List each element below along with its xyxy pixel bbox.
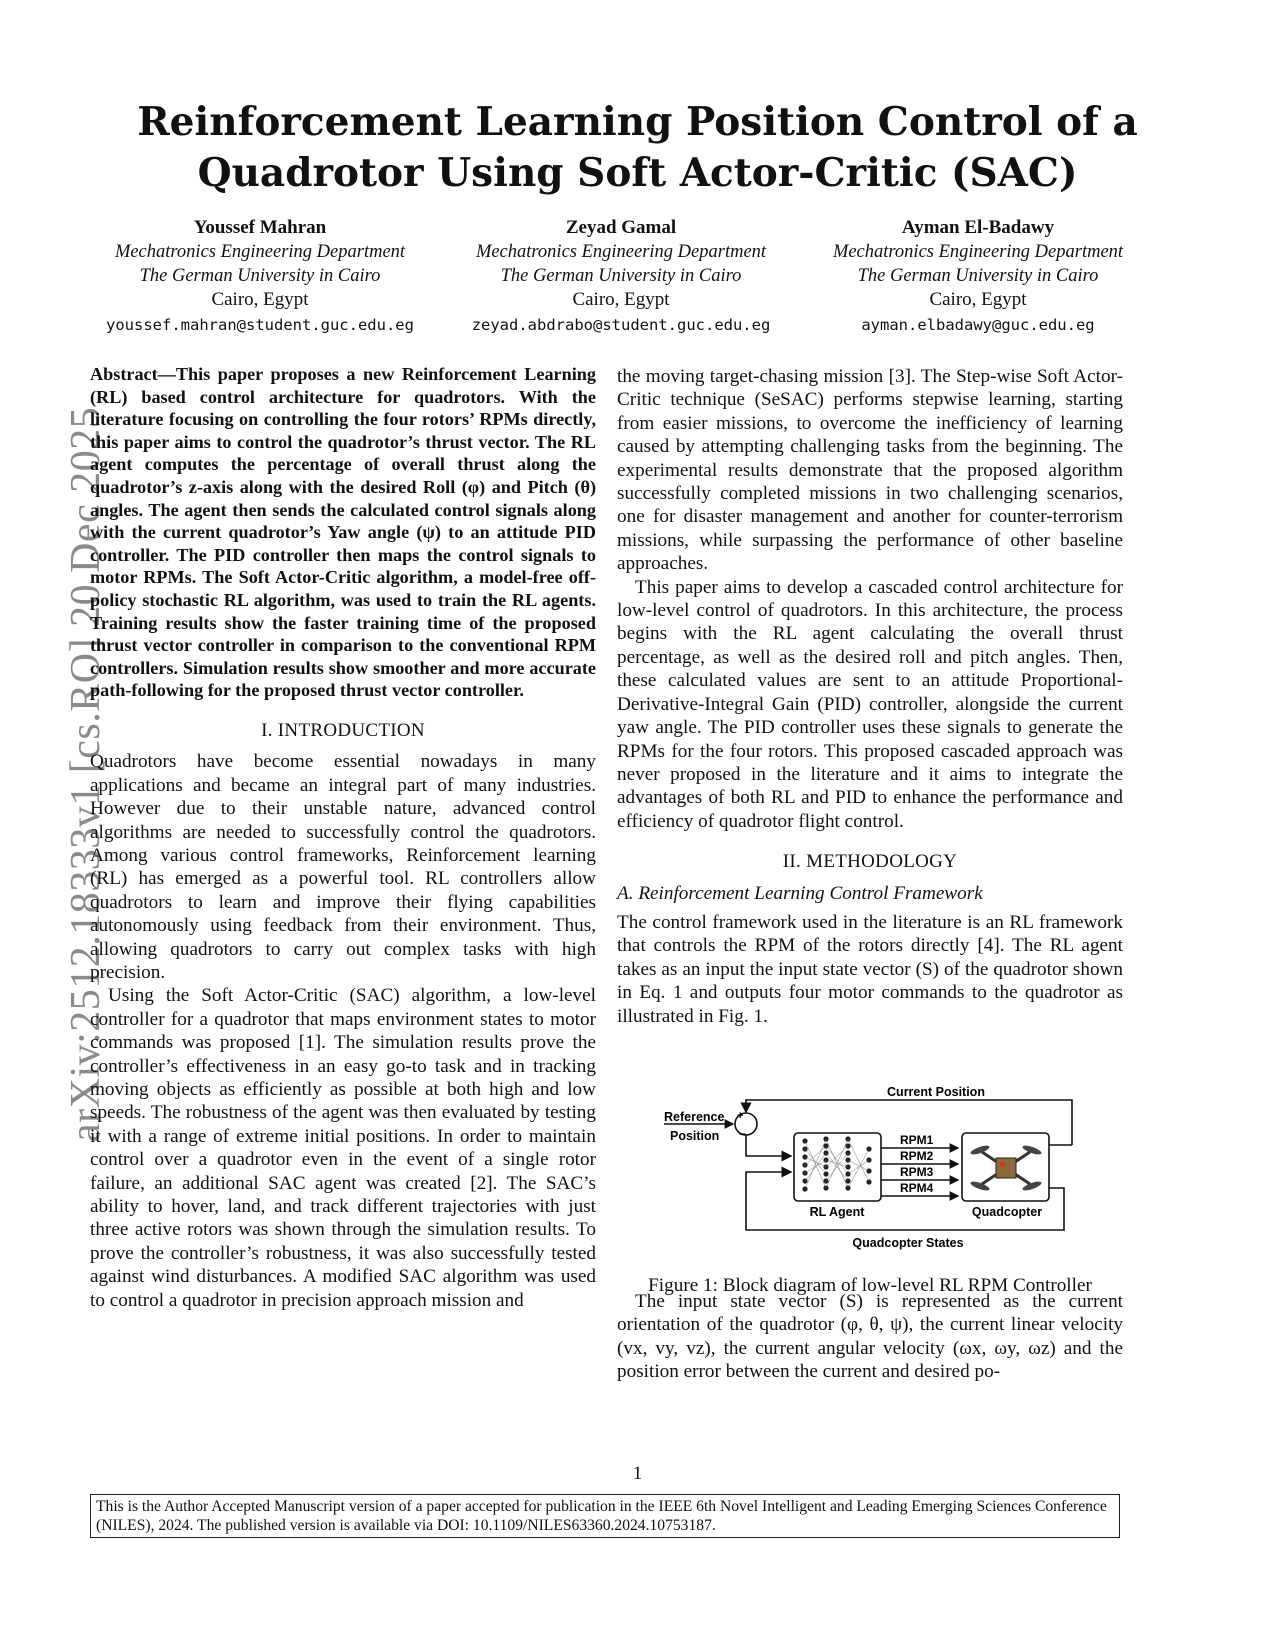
rpm1-label: RPM1 xyxy=(900,1133,934,1147)
author-email: zeyad.abdrabo@student.guc.edu.eg xyxy=(471,316,771,334)
author-email: ayman.elbadawy@guc.edu.eg xyxy=(861,316,1095,334)
author-city: Cairo, Egypt xyxy=(929,289,1027,310)
error-arrow xyxy=(746,1135,791,1156)
author-department: Mechatronics Engineering Department xyxy=(832,242,1124,262)
footer-notice: This is the Author Accepted Manuscript version of a paper accepted for publication in the IEEE 6th Novel Intelligent and Leading Emerging Sciences Conference (NILES), 2024. The published version is available via DOI: 10.1109/NILES63360.2024.10753187. xyxy=(90,1494,1120,1538)
author-block xyxy=(808,216,1148,338)
plus-sign: + xyxy=(737,1110,744,1122)
author-department: Mechatronics Engineering Department xyxy=(475,242,767,262)
paragraph: The control framework used in the literature is an RL framework that controls the RPM of the rotors directly [4]. The RL agent takes as an input the input state vector (S) of the quadrotor shown in Eq. 1 and outputs four motor commands to the quadrotor as illustrated in Fig. 1. xyxy=(617,911,1123,1027)
subsection-heading: A. Reinforcement Learning Control Framework xyxy=(617,882,983,904)
rpm3-label: RPM3 xyxy=(900,1165,934,1179)
minus-sign: − xyxy=(739,1127,747,1141)
paragraph: Quadrotors have become essential nowadays in many applications and became an integral part of many industries. However due to their unstable nature, advanced control algorithms are needed to successfully control the quadrotors. Among various control frameworks, Reinforcement learning (RL) has emerged as a powerful tool. RL controllers allow quadrotors to learn and improve their flying capabilities autonomously using feedback from their environment. Thus, allowing quadrotors to carry out complex tasks with high precision. xyxy=(90,751,596,983)
figure-caption: Figure 1: Block diagram of low-level RL RPM Controller xyxy=(648,1275,1092,1296)
rl-agent-label: RL Agent xyxy=(809,1205,865,1219)
rpm2-label: RPM2 xyxy=(900,1149,934,1163)
author-name: Youssef Mahran xyxy=(193,217,327,238)
left-column xyxy=(90,363,596,1312)
block-diagram-figure xyxy=(662,1080,1082,1256)
arxiv-identifier: arXiv:2512.18333v1 [cs.RO] 20 Dec 2025 xyxy=(63,406,109,1142)
author-email: youssef.mahran@student.guc.edu.eg xyxy=(106,316,414,334)
paragraph: Using the Soft Actor-Critic (SAC) algorithm, a low-level controller for a quadrotor that maps environment states to motor commands was proposed [1]. The simulation results prove the controller’s effectiveness in an easy go-to task and in tracking moving objects as efficiently as possible at both high and low speeds. The robustness of the agent was then evaluated by testing it with a range of extreme initial positions. In order to maintain control over a quadrotor even in the event of a single rotor failure, an additional SAC agent was created [2]. The SAC’s ability to hover, land, and track different trajectories with just three active rotors was shown through the simulation results. To prove the controller’s robustness, it was also successfully tested against wind disturbances. A modified SAC algorithm was used to control a quadrotor in precision approach mission and xyxy=(90,985,596,1311)
section-heading-introduction: I. INTRODUCTION xyxy=(261,719,425,741)
paragraph: This paper aims to develop a cascaded control architecture for low-level control of quadrotors. In this architecture, the process begins with the RL agent calculating the overall thrust percentage, as well as the desired roll and pitch angles. Then, these calculated values are sent to an attitude Proportional-Derivative-Integral Gain (PID) controller, alongside the current yaw angle. The PID controller uses these signals to generate the RPMs for the four rotors. This proposed cascaded approach was never proposed in the literature and it aims to integrate the advantages of both RL and PID to enhance the performance and efficiency of quadrotor flight control. xyxy=(617,576,1123,832)
page-number: 1 xyxy=(632,1463,643,1484)
author-block xyxy=(451,216,791,338)
author-name: Zeyad Gamal xyxy=(565,217,677,238)
author-name: Ayman El-Badawy xyxy=(901,217,1055,238)
paragraph: The input state vector (S) is represented as the current orientation of the quadrotor (φ, θ, ψ), the current linear velocity (vx, vy, vz), the current angular velocity (ωx, ωy, ωz) and the position error between the current and desired po- xyxy=(617,1290,1123,1383)
author-city: Cairo, Egypt xyxy=(572,289,670,310)
current-position-label: Current Position xyxy=(887,1085,985,1099)
quadcopter-label: Quadcopter xyxy=(971,1205,1043,1219)
author-university: The German University in Cairo xyxy=(857,266,1099,286)
paragraph: the moving target-chasing mission [3]. The Step-wise Soft Actor-Critic technique (SeSAC) performs stepwise learning, starting from easier missions, to overcome the inefficiency of learning caused by attempting challenging tasks from the beginning. The experimental results demonstrate that the proposed algorithm successfully completed missions in two challenging scenarios, one for disaster management and another for counter-terrorism missions, while surpassing the performance of other baseline approaches. xyxy=(617,366,1123,575)
section-heading-methodology: II. METHODOLOGY xyxy=(782,851,958,873)
reference-label: Reference xyxy=(664,1110,725,1124)
abstract: Abstract—This paper proposes a new Reinforcement Learning (RL) based control architecture for quadrotors. With the literature focusing on controlling the four rotors’ RPMs directly, this paper aims to control the quadrotor’s thrust vector. The RL agent computes the percentage of overall thrust along the quadrotor’s z-axis along with the desired Roll (φ) and Pitch (θ) angles. The agent then sends the calculated control signals along with the current quadrotor’s Yaw angle (ψ) to an attitude PID controller. The PID controller then maps the control signals to motor RPMs. The Soft Actor-Critic algorithm, a model-free off-policy stochastic RL algorithm, was used to train the RL agents. Training results show the faster training time of the proposed thrust vector controller in comparison to the conventional RPM controllers. Simulation results show smoother and more accurate path-following for the proposed thrust vector controller. xyxy=(90,364,596,701)
author-block xyxy=(90,216,430,338)
quadcopter-states-label: Quadcopter States xyxy=(852,1236,964,1250)
rl-agent-box xyxy=(794,1133,881,1201)
author-university: The German University in Cairo xyxy=(139,266,381,286)
author-university: The German University in Cairo xyxy=(500,266,742,286)
author-city: Cairo, Egypt xyxy=(211,289,309,310)
author-department: Mechatronics Engineering Department xyxy=(114,242,406,262)
position-label: Position xyxy=(670,1129,720,1143)
paper-title: Reinforcement Learning Position Control of a Quadrotor Using Soft Actor-Critic (SAC) xyxy=(137,99,1138,196)
rpm4-label: RPM4 xyxy=(900,1181,934,1195)
